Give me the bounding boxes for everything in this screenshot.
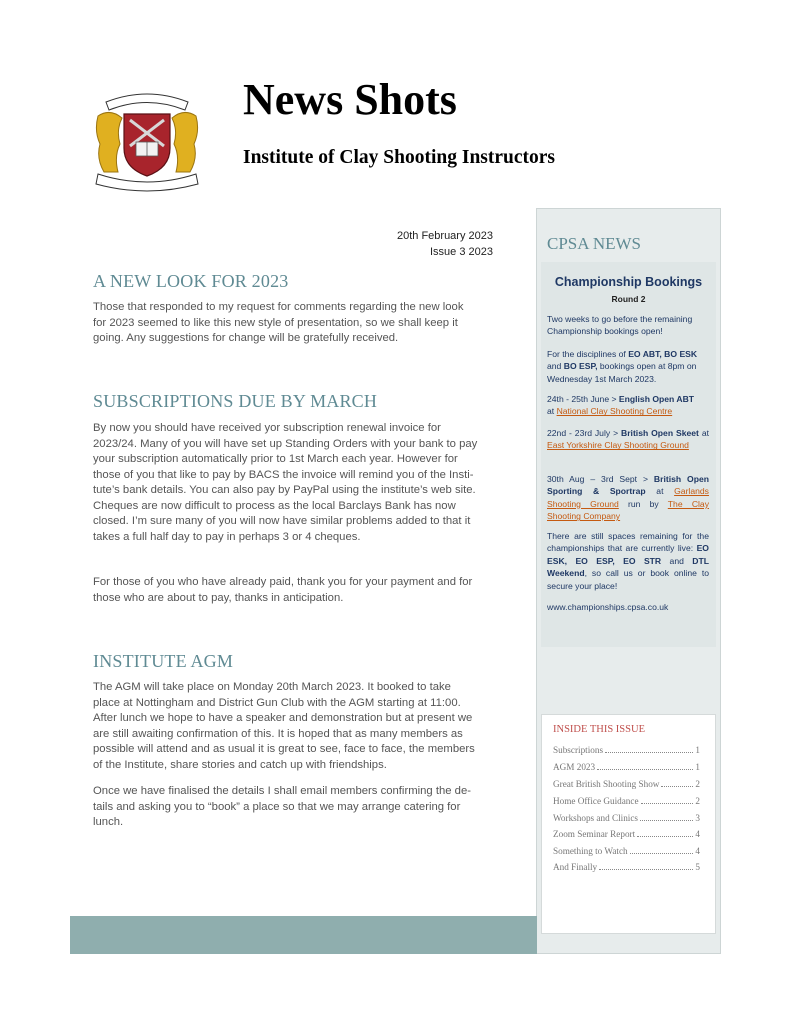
newsletter-title: News Shots (243, 75, 457, 124)
toc-page: 5 (695, 862, 700, 872)
toc-page: 2 (695, 796, 700, 806)
toc-leader (605, 752, 693, 753)
toc-page: 4 (695, 846, 700, 856)
toc-label: Subscriptions (553, 745, 604, 755)
toc-item[interactable] (553, 829, 700, 839)
section-heading-new-look: A NEW LOOK FOR 2023 (93, 271, 289, 291)
toc-leader (597, 769, 693, 770)
text-fragment: run by (618, 498, 668, 509)
championship-title: Championship Bookings (554, 275, 703, 289)
event-british-open-skeet (547, 427, 709, 452)
text-line: lunch. (93, 816, 124, 828)
text-fragment: bookings open at 8pm on Wednesday 1st March 2023. (547, 361, 697, 384)
toc-label: Zoom Seminar Report (553, 829, 636, 839)
sidebar-intro: Two weeks to go before the remaining Championship bookings open! (547, 314, 693, 337)
toc-item[interactable] (553, 796, 700, 806)
issue-number: Issue 3 2023 (430, 246, 493, 258)
event-name: British Open Sporting & Sportrap (547, 474, 709, 497)
round-label: Round 2 (611, 294, 646, 304)
toc-label: Home Office Guidance (553, 796, 639, 806)
company-link[interactable]: The Clay Shooting Company (547, 498, 710, 522)
venue-link[interactable]: National Clay Shooting Centre (556, 406, 673, 417)
text-line: Those that responded to my request for comments regarding the new look (93, 301, 464, 313)
text-fragment: at (645, 486, 675, 497)
toc-leader (661, 786, 693, 787)
toc-item[interactable] (553, 846, 700, 856)
sidebar-spaces (547, 530, 709, 592)
toc-page: 1 (695, 762, 700, 772)
toc-page: 1 (695, 745, 700, 755)
section-body-new-look (93, 300, 505, 347)
text-fragment: at (547, 406, 557, 417)
text-fragment: There are still spaces remaining for the championships that are currently live: (547, 531, 709, 554)
text-line: possible will attend and as usual it is great to see, face to face, the members (93, 743, 475, 755)
text-line: are still awaiting confirmation of this. It is hoped that as many members as (93, 727, 463, 740)
newsletter-subtitle: Institute of Clay Shooting Instructors (243, 147, 556, 168)
toc-page: 4 (695, 829, 700, 839)
event-dates: 24th - 25th June > (547, 394, 619, 404)
toc-leader (640, 820, 693, 821)
issue-date: 20th February 2023 (396, 230, 493, 242)
bold-text: BO ESP, (563, 361, 598, 372)
toc-item[interactable] (553, 862, 700, 872)
section-body-subscriptions (93, 421, 505, 545)
event-english-open-abt (547, 393, 709, 418)
text-line: By now you should have received yor subscription renewal invoice for (93, 422, 441, 434)
toc-item[interactable] (553, 779, 700, 789)
section-heading-subscriptions: SUBSCRIPTIONS DUE BY MARCH (93, 391, 378, 411)
text-line: After lunch we hope to have a speaker and demonstration but at present we (93, 712, 473, 724)
toc-item[interactable] (553, 813, 700, 823)
text-line: tails and asking you to “book” a place so that we may arrange catering for (93, 800, 461, 813)
toc-leader (641, 803, 694, 804)
text-line: closed. I’m sure many of you will now have similar problems added to that it (93, 515, 471, 527)
section-heading-agm: INSTITUTE AGM (93, 651, 234, 671)
toc-label: Great British Shooting Show (553, 779, 660, 789)
section-body-agm (93, 680, 505, 773)
bold-text: EO ESK, EO ESP, EO STR (547, 543, 709, 566)
text-line: Once we have finalised the details I shall email members confirming the de- (93, 785, 471, 797)
section-body-agm-details (93, 784, 505, 831)
venue-link[interactable]: East Yorkshire Clay Shooting Ground (547, 440, 689, 451)
crest-icon (92, 86, 202, 192)
text-line: place at Nottingham and District Gun Club with the AGM starting at 11:00. (93, 696, 461, 709)
text-fragment: For the disciplines of (547, 349, 629, 359)
bold-text: EO ABT, BO ESK (628, 349, 698, 359)
event-british-open-sporting (547, 473, 709, 523)
text-line: The AGM will take place on Monday 20th March 2023. It booked to take (93, 681, 451, 693)
text-fragment: at (701, 428, 709, 438)
event-dates: 22nd - 23rd July > (547, 428, 621, 438)
text-fragment: , so call us or book online to secure your place! (547, 568, 709, 591)
text-fragment: and (547, 361, 564, 372)
venue-link[interactable]: Garlands Shooting Ground (547, 486, 709, 509)
event-name: English Open ABT (618, 394, 695, 404)
toc-leader (637, 836, 693, 837)
event-dates: 30th Aug – 3rd Sept > (547, 474, 654, 484)
toc-item[interactable] (553, 745, 700, 755)
text-line: your subscription automatically prior to 1st March each year. However for (93, 453, 458, 465)
text-line: tute’s bank details. You can also pay by PayPal using the institute’s web site. (93, 484, 476, 496)
toc-item[interactable] (553, 762, 700, 772)
toc-leader (599, 869, 693, 870)
toc-leader (630, 853, 694, 854)
footer-band (70, 916, 537, 954)
text-line: For those of you who have already paid, thank you for your payment and for (93, 576, 473, 588)
text-line: for 2023 seemed to like this new style of presentation, so we shall keep it (93, 316, 458, 329)
text-line: those of you that like to pay by BACS the invoice will remind you of the Insti- (93, 468, 474, 481)
toc-page: 3 (695, 813, 700, 823)
text-line: of the Institute, share stories and catch up with friendships. (93, 758, 387, 771)
text-line: Cheques are now difficult to process as the local Barclays Bank has now (93, 499, 456, 512)
text-fragment: and (661, 555, 693, 566)
inside-this-issue-heading: INSIDE THIS ISSUE (553, 724, 645, 735)
text-line: 2023/24. Many of you will have set up Standing Orders with your bank to pay (93, 437, 478, 450)
toc-label: And Finally (553, 862, 598, 872)
toc-label: AGM 2023 (553, 762, 596, 772)
event-name: British Open Skeet (621, 428, 699, 438)
toc-page: 2 (695, 779, 700, 789)
toc-label: Workshops and Clinics (553, 813, 639, 823)
section-body-thanks (93, 575, 505, 606)
sidebar-disciplines (547, 348, 709, 385)
text-line: going. Any suggestions for change will be gratefully received. (93, 332, 399, 344)
sidebar-heading: CPSA NEWS (547, 234, 641, 253)
institute-logo (92, 86, 202, 192)
toc-label: Something to Watch (553, 846, 628, 856)
text-line: takes a full half day to pay in perhaps 3 or 4 cheques. (93, 530, 361, 543)
bold-text: DTL Weekend (547, 555, 709, 579)
text-line: those who are about to pay, thanks in anticipation. (93, 591, 344, 604)
cpsa-website[interactable]: www.championships.cpsa.co.uk (547, 602, 669, 612)
